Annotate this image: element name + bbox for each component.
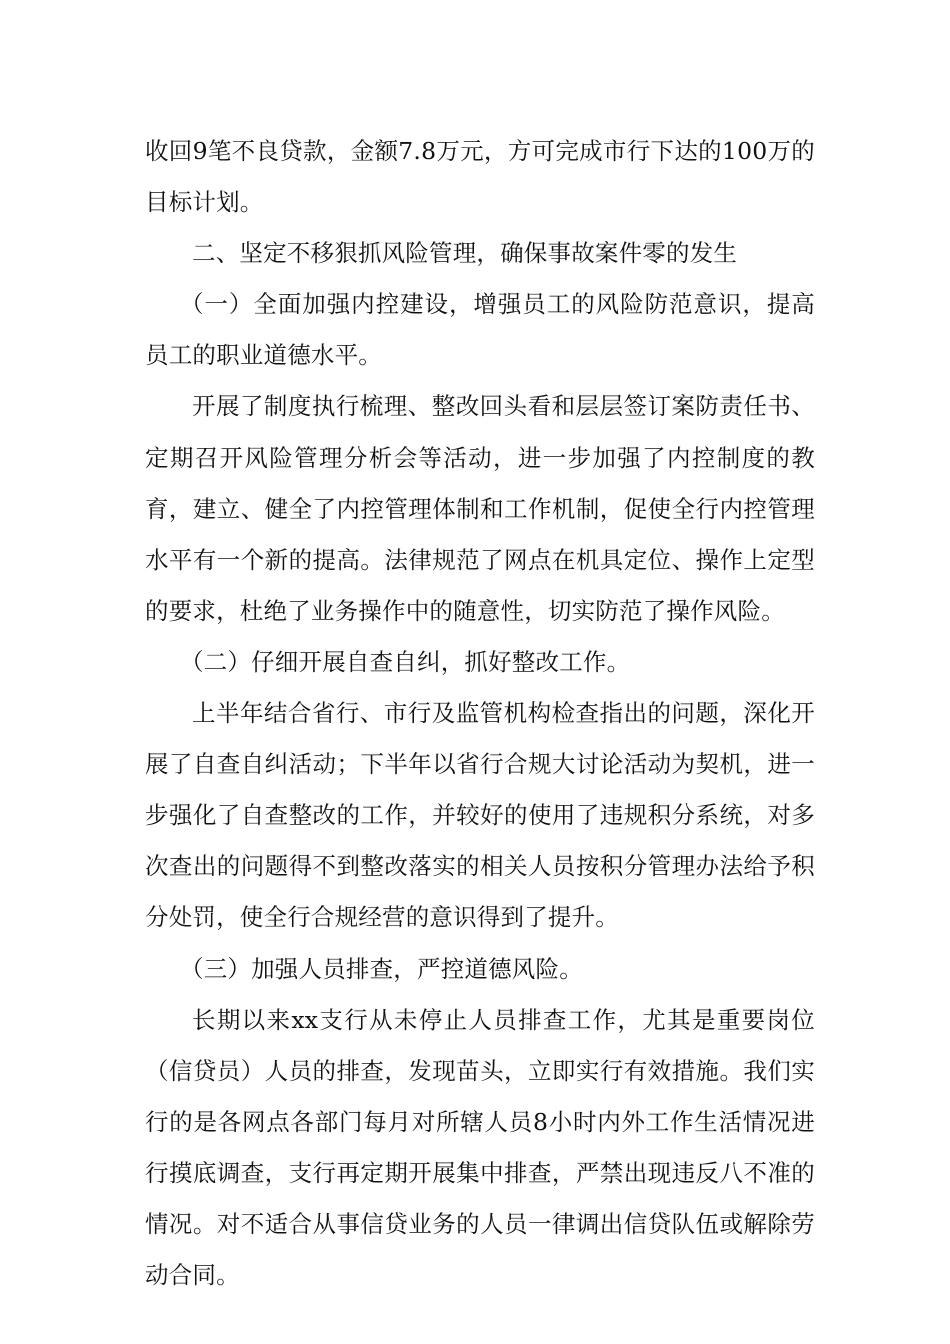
subheading-personnel-screening: （三）加强人员排查，严控道德风险。 xyxy=(180,954,583,983)
paragraph-self-inspection: 上半年结合省行、市行及监管机构检查指出的问题，深化开展了自查自纠活动；下半年以省行合规大讨论活动为契机，进一步强化了自查整改的工作，并较好的使用了违规积分系统，对多次查出的问题得不到整改落实的相关人员按积分管理办法给予积分处罚，使全行合规经营的意识得到了提升。 xyxy=(145,699,815,932)
paragraph-personnel-screening: 长期以来xx支行从未停止人员排查工作，尤其是重要岗位（信贷员）人员的排查，发现苗头，立即实行有效措施。我们实行的是各网点各部门每月对所辖人员8小时内外工作生活情况进行摸底调查，支行再定期开展集中排查，严禁出现违反八不准的情况。对不适合从事信贷业务的人员一律调出信贷队伍或解除劳动合同。 xyxy=(145,1005,815,1290)
subheading-internal-control: （一）全面加强内控建设，增强员工的风险防范意识，提高员工的职业道德水平。 xyxy=(145,290,815,370)
section-heading-risk-management: 二、坚定不移狠抓风险管理，确保事故案件零的发生 xyxy=(192,239,738,268)
paragraph-internal-control: 开展了制度执行梳理、整改回头看和层层签订案防责任书、定期召开风险管理分析会等活动，进一步加强了内控制度的教育，建立、健全了内控管理体制和工作机制，促使全行内控管理水平有一个新的提高。法律规范了网点在机具定位、操作上定型的要求，杜绝了业务操作中的随意性，切实防范了操作风险。 xyxy=(145,392,815,625)
paragraph-target-plan: 收回9笔不良贷款，金额7.8万元，方可完成市行下达的100万的目标计划。 xyxy=(145,137,815,217)
document-body xyxy=(145,126,815,1301)
subheading-self-inspection: （二）仔细开展自查自纠，抓好整改工作。 xyxy=(180,647,631,676)
